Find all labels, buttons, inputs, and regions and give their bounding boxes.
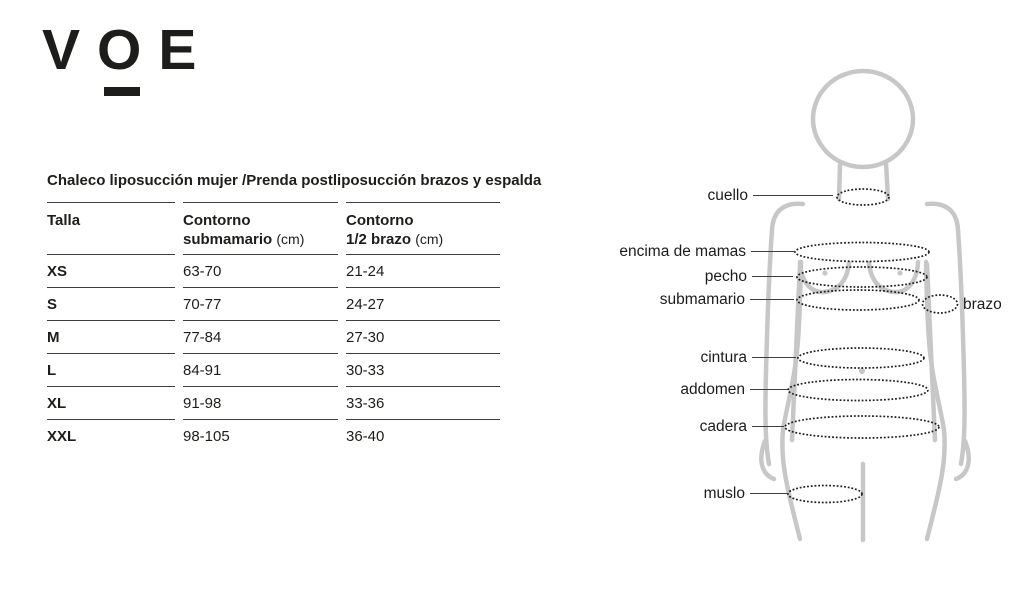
header-talla-label: Talla [47,212,81,229]
connector-line-cadera [752,426,784,427]
column-header-contorno-submamario [183,202,338,254]
connector-line-addomen [750,389,788,390]
table-cell-submamario: 98-105 [183,419,338,452]
table-cell-size: XL [47,386,175,419]
table-cell-brazo: 33-36 [346,386,500,419]
diagram-label-cuello: cuello [707,187,748,204]
diagram-label-submamario: submamario [659,291,745,308]
connector-line-muslo [750,493,788,494]
diagram-label-muslo: muslo [703,485,745,502]
diagram-label-cadera: cadera [699,418,747,435]
table-cell-size: M [47,320,175,353]
brand-logo-text: VOE [42,18,214,82]
table-cell-submamario: 70-77 [183,287,338,320]
logo-underline [104,87,140,96]
table-cell-size: XXL [47,419,175,452]
header-submamario-unit: (cm) [276,231,305,247]
cintura-measure-ellipse [798,348,924,368]
diagram-label-brazo: brazo [963,296,1002,313]
table-cell-brazo: 30-33 [346,353,500,386]
diagram-label-cintura: cintura [700,349,747,366]
figure-right-nipple [897,270,902,275]
table-cell-submamario: 84-91 [183,353,338,386]
table-cell-brazo: 36-40 [346,419,500,452]
connector-line-submamario [750,299,794,300]
header-medio-brazo-label: 1/2 brazo [346,231,412,248]
connector-line-pecho [752,276,793,277]
size-table [47,202,500,452]
table-cell-brazo: 27-30 [346,320,500,353]
diagram-label-addomen: addomen [680,381,745,398]
figure-left-nipple [822,270,827,275]
table-cell-size: L [47,353,175,386]
figure-head [813,71,913,167]
addomen-measure-ellipse [788,380,928,401]
table-cell-submamario: 63-70 [183,254,338,287]
encima-de-mamas-measure-ellipse [795,243,929,262]
header-contorno-label: Contorno [183,212,251,229]
cuello-measure-ellipse [837,189,889,205]
connector-line-cintura [752,357,796,358]
figure-left-breast [800,262,849,292]
connector-line-cuello [753,195,833,196]
header-contorno2-label: Contorno [346,212,414,229]
diagram-label-pecho: pecho [704,268,747,285]
table-cell-brazo: 24-27 [346,287,500,320]
table-cell-submamario: 91-98 [183,386,338,419]
column-header-talla [47,202,175,254]
table-cell-brazo: 21-24 [346,254,500,287]
table-cell-size: XS [47,254,175,287]
connector-line-encima-de-mamas [751,251,794,252]
column-header-contorno-medio-brazo [346,202,500,254]
figure-navel [859,368,865,374]
header-medio-brazo-unit: (cm) [415,231,444,247]
diagram-label-encima-de-mamas: encima de mamas [619,243,746,260]
figure-outline [761,71,968,540]
table-cell-size: S [47,287,175,320]
header-submamario-label: submamario [183,231,273,248]
muslo-measure-ellipse [788,486,862,503]
cadera-measure-ellipse [785,416,939,438]
brand-logo [42,18,214,82]
pecho-measure-ellipse [797,267,927,287]
table-cell-submamario: 77-84 [183,320,338,353]
table-title: Chaleco liposucción mujer /Prenda postliposucción brazos y espalda [47,172,542,189]
